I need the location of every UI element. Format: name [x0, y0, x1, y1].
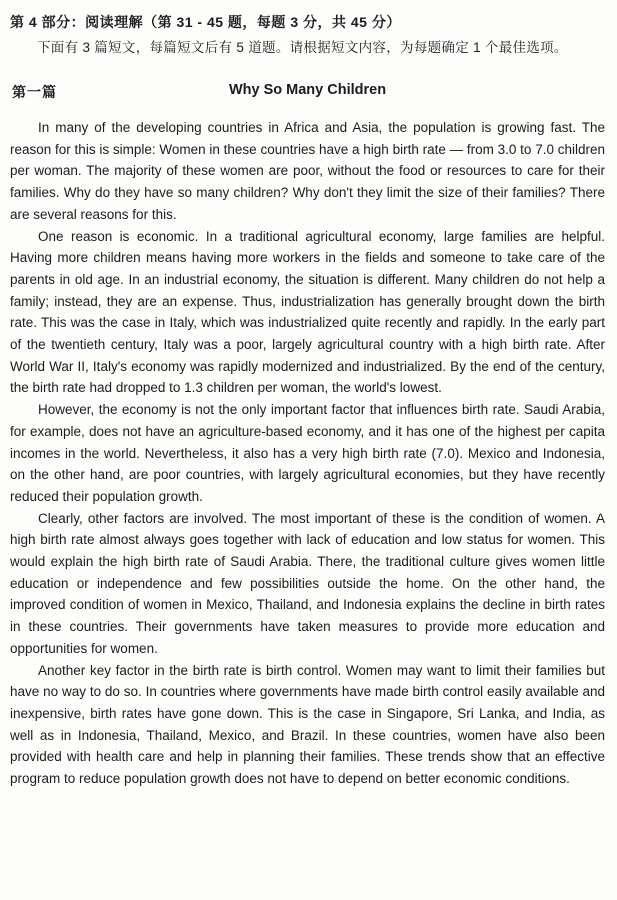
passage-number-label: 第一篇: [12, 84, 57, 100]
passage-title: Why So Many Children: [228, 82, 387, 98]
passage-body: [10, 117, 605, 790]
passage-paragraph-5: Another key factor in the birth rate is birth control. Women may want to limit their families but have no way to do so. In countries where governments have made birth control easily available and inexpensive, birth rates have gone down. This is the case in Singapore, Sri Lanka, and India, as well as in Indonesia, Thailand, Mexico, and Brazil. In these countries, women have also been provided with health care and help in planning their families. These trends show that an effective program to reduce population growth does not have to depend on better economic conditions.: [10, 662, 605, 787]
section-header: 第 4 部分：阅读理解（第 31 - 45 题，每题 3 分，共 45 分）: [10, 14, 401, 30]
passage-paragraph-2: One reason is economic. In a traditional agricultural economy, large families are helpful. Having more children means having more workers in the fields and someone to take care of the parents in old age. In an industrial economy, the situation is different. Many children do not help a family; instead, they are an expense. Thus, industrialization has generally brought down the birth rate. This was the case in Italy, which was industrialized quite recently and rapidly. In the early part of the twentieth century, Italy was a poor, largely agricultural country with a high birth rate. After World War II, Italy's economy was rapidly modernized and industrialized. By the end of the century, the birth rate had dropped to 1.3 children per woman, the world's lowest.: [10, 228, 605, 396]
passage-paragraph-1: In many of the developing countries in Africa and Asia, the population is growing fast. The reason for this is simple: Women in these countries have a high birth rate — from 3.0 to 7.0 children per woman. The majority of these women are poor, without the food or resources to care for their families. Why do they have so many children? Why don't they limit the size of their families? There are several reasons for this.: [10, 120, 605, 222]
passage-heading: [10, 82, 605, 102]
section-instructions: 下面有 3 篇短文，每篇短文后有 5 道题。请根据短文内容，为每题确定 1 个最佳选项。: [37, 40, 568, 55]
passage-paragraph-4: Clearly, other factors are involved. The most important of these is the condition of women. A high birth rate almost always goes together with lack of education and low status for women. This would explain the high birth rate of Saudi Arabia. There, the traditional culture gives women little education or independence and few possibilities outside the home. On the other hand, the improved condition of women in Mexico, Thailand, and Indonesia explains the decline in birth rates in these countries. Their governments have taken measures to provide more education and opportunities for women.: [10, 510, 605, 656]
passage-paragraph-3: However, the economy is not the only important factor that influences birth rate. Saudi Arabia, for example, does not have an agriculture-based economy, and it has one of the highest per capita incomes in the world. Nevertheless, it also has a very high birth rate (7.0). Mexico and Indonesia, on the other hand, are poor countries, with largely agricultural economies, but they have recently reduced their population growth.: [10, 402, 605, 504]
